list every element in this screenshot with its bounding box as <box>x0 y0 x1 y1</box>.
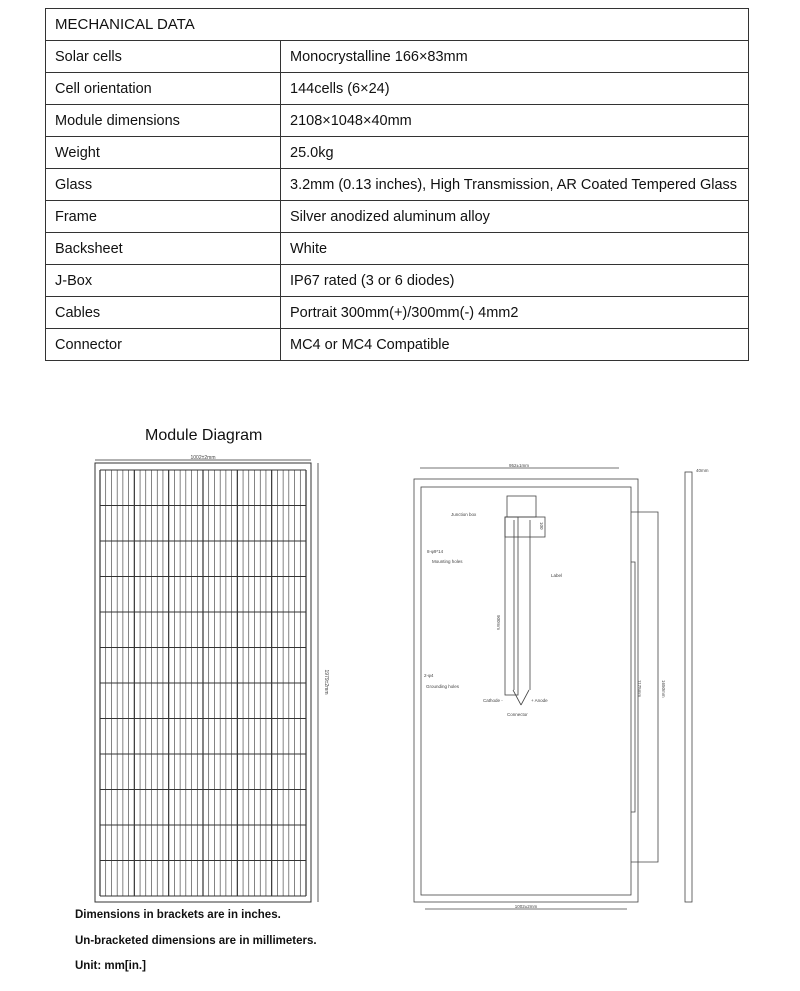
back-bottom-width-dim: 1002±2mm <box>514 904 538 909</box>
front-width-dim: 1002±2mm <box>190 455 216 461</box>
mounting-holes-label: Mounting holes <box>432 559 463 564</box>
row-label: Weight <box>46 137 281 169</box>
row-value: MC4 or MC4 Compatible <box>281 329 749 361</box>
row-value: Silver anodized aluminum alloy <box>281 201 749 233</box>
row-label: Frame <box>46 201 281 233</box>
note-millimeters: Un-bracketed dimensions are in millimeters. <box>75 935 317 947</box>
diagram-title: Module Diagram <box>145 427 263 444</box>
table-header: MECHANICAL DATA <box>46 9 749 41</box>
row-label: Glass <box>46 169 281 201</box>
back-top-width-dim: 952±1mm <box>509 463 529 468</box>
row-label: J-Box <box>46 265 281 297</box>
connector-label: Connector <box>507 712 528 717</box>
front-view <box>95 460 318 902</box>
row-label: Cell orientation <box>46 73 281 105</box>
row-value: 25.0kg <box>281 137 749 169</box>
cathode-label: Cathode - <box>483 698 503 703</box>
mounting-spec: 8-φ9*14 <box>427 549 444 554</box>
row-label: Connector <box>46 329 281 361</box>
row-label: Backsheet <box>46 233 281 265</box>
row-value: Portrait 300mm(+)/300mm(-) 4mm2 <box>281 297 749 329</box>
label-callout: Label <box>551 573 563 578</box>
row-value: IP67 rated (3 or 6 diodes) <box>281 265 749 297</box>
row-value: 2108×1048×40mm <box>281 105 749 137</box>
row-value: White <box>281 233 749 265</box>
row-label: Cables <box>46 297 281 329</box>
row-value: Monocrystalline 166×83mm <box>281 41 749 73</box>
inner-height-dim: 1175mm <box>637 680 642 698</box>
row-label: Module dimensions <box>46 105 281 137</box>
thickness-dim: 40mm <box>696 468 709 473</box>
cable-length-dim: 900mm <box>496 615 501 631</box>
grounding-spec: 2-φ4 <box>424 673 434 678</box>
row-value: 3.2mm (0.13 inches), High Transmission, AR Coated Tempered Glass <box>281 169 749 201</box>
outer-height-dim: 1650mm <box>661 680 666 698</box>
box-dim: 100 <box>539 522 544 530</box>
note-unit: Unit: mm[in.] <box>75 960 146 972</box>
junction-box-label: Junction box <box>451 512 477 517</box>
row-label: Solar cells <box>46 41 281 73</box>
note-brackets: Dimensions in brackets are in inches. <box>75 909 281 921</box>
front-height-dim: 1979±2mm <box>323 669 329 695</box>
grounding-holes-label: Grounding holes <box>426 684 460 689</box>
anode-label: + Anode <box>531 698 548 703</box>
row-value: 144cells (6×24) <box>281 73 749 105</box>
